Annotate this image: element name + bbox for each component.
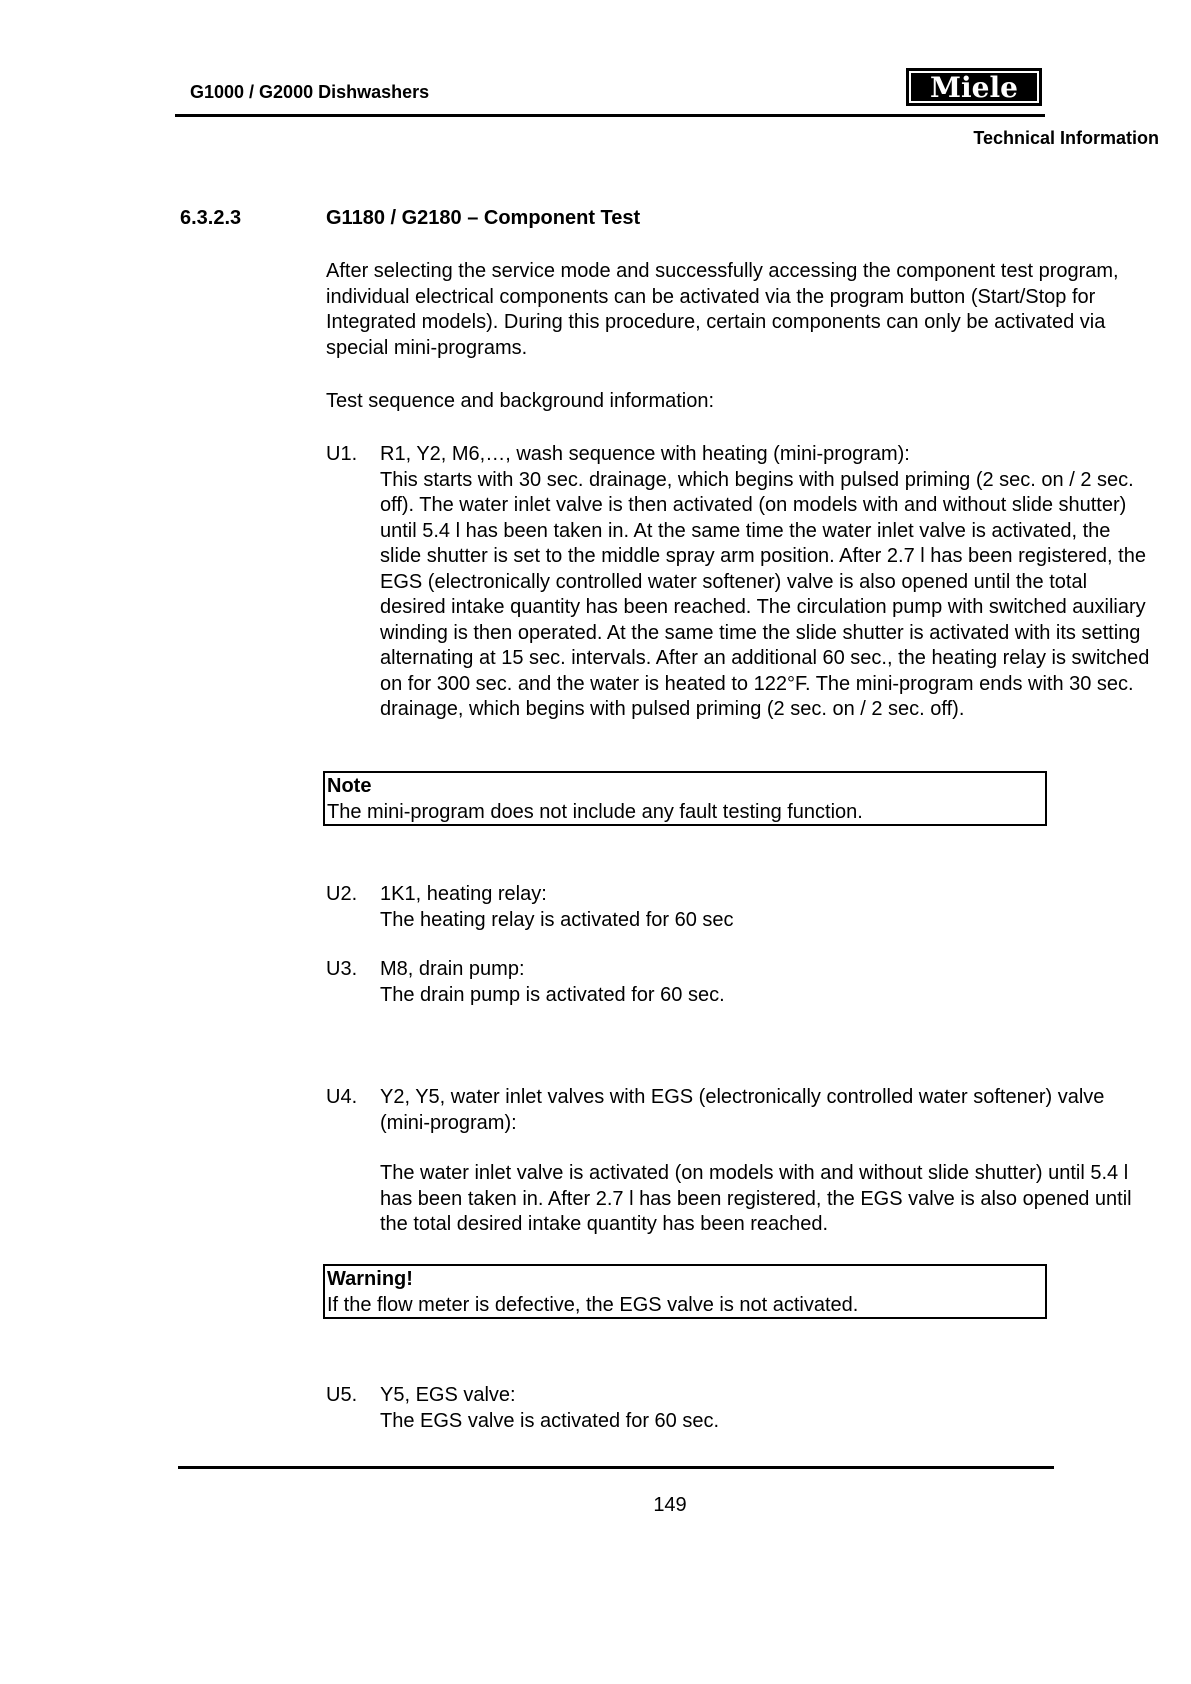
- item-body: The water inlet valve is activated (on models with and without slide shutter) until 5.4 l has been taken in. After 2.7 l has been registered, the EGS valve is also opened until the total desired intake quantity has been reached.: [380, 1162, 1132, 1235]
- item-title: R1, Y2, M6,…, wash sequence with heating (mini-program):: [380, 443, 910, 465]
- item-label: U1.: [326, 443, 358, 465]
- document-header-title: G1000 / G2000 Dishwashers: [190, 82, 430, 102]
- item-body: The drain pump is activated for 60 sec.: [380, 983, 725, 1006]
- document-header-subtitle: Technical Information: [973, 128, 1159, 148]
- page-number: 149: [653, 1494, 687, 1516]
- section-title: G1180 / G2180 – Component Test: [326, 207, 641, 229]
- test-item-u1: [326, 442, 1156, 723]
- note-text: The mini-program does not include any fault testing function.: [327, 800, 863, 823]
- warning-box: [323, 1264, 1047, 1319]
- test-item-u5: [326, 1383, 1156, 1434]
- note-box: [323, 771, 1047, 826]
- item-body: The EGS valve is activated for 60 sec.: [380, 1409, 720, 1432]
- intro-paragraph: After selecting the service mode and successfully accessing the component test program, individual electrical components can be activated via the program button (Start/Stop for Integrated models). During this procedure, certain components can only be activated via special mini-programs.: [326, 260, 1119, 359]
- item-body: The heating relay is activated for 60 sec: [380, 908, 734, 931]
- test-item-u3: [326, 957, 1156, 1008]
- warning-title: Warning!: [327, 1268, 413, 1290]
- logo-text: Miele: [930, 71, 1018, 104]
- item-title: Y2, Y5, water inlet valves with EGS (electronically controlled water softener) valve (mini-program):: [380, 1086, 1105, 1134]
- item-label: U2.: [326, 883, 358, 905]
- test-item-u4: [326, 1085, 1156, 1238]
- item-title: 1K1, heating relay:: [380, 883, 547, 905]
- item-label: U5.: [326, 1384, 358, 1406]
- test-item-u2: [326, 882, 1156, 933]
- section-number: 6.3.2.3: [180, 207, 242, 229]
- item-label: U3.: [326, 958, 358, 980]
- item-title: Y5, EGS valve:: [380, 1384, 516, 1406]
- footer-rule: [178, 1466, 1054, 1469]
- warning-text: If the flow meter is defective, the EGS valve is not activated.: [327, 1293, 859, 1316]
- item-body: This starts with 30 sec. drainage, which begins with pulsed priming (2 sec. on / 2 sec. off). The water inlet valve is then activated (on models with and without slide shutter) until 5.4 l has been taken in. At the same time the water inlet valve is activated, the slide shutter is set to the middle spray arm position. After 2.7 l has been registered, the EGS (electronically controlled water softener) valve is also opened until the total desired intake quantity has been reached. The circulation pump with switched auxiliary winding is then operated. At the same time the slide shutter is activated with its setting alternating at 15 sec. intervals. After an additional 60 sec., the heating relay is switched on for 300 sec. and the water is heated to 122°F. The mini-program ends with 30 sec. drainage, which begins with pulsed priming (2 sec. on / 2 sec. off).: [380, 468, 1150, 720]
- item-label: U4.: [326, 1086, 358, 1108]
- note-title: Note: [327, 775, 372, 797]
- header-rule: [175, 114, 1045, 117]
- miele-logo: [906, 68, 1042, 106]
- sequence-heading: Test sequence and background information:: [326, 390, 715, 412]
- item-title: M8, drain pump:: [380, 958, 525, 980]
